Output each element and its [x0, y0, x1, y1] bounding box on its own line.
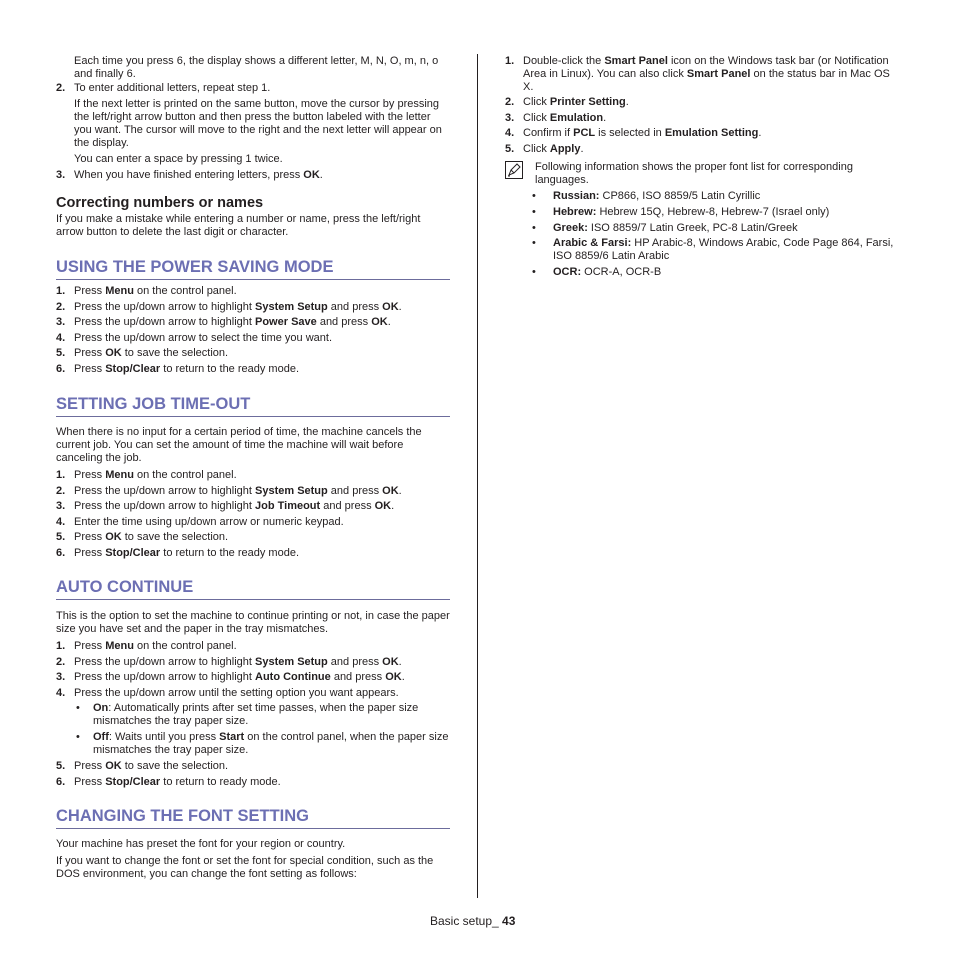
step-text: Confirm if PCL is selected in Emulation Setting. — [523, 127, 762, 139]
step-number: 5. — [56, 347, 66, 359]
step-text: Click Printer Setting. — [523, 96, 629, 108]
step-text: Double-click the Smart Panel icon on the Windows task bar (or Notification Area in Linux). You can also click Smart Panel on the status bar in Mac OS X. — [523, 55, 890, 93]
font-list-item: Arabic & Farsi: HP Arabic-8, Windows Arabic, Code Page 864, Farsi, ISO 8859/6 Latin Arabic — [553, 237, 894, 262]
step-number: 3. — [56, 169, 66, 181]
step-text: To enter additional letters, repeat step 1. — [74, 82, 271, 94]
step-number: 4. — [56, 686, 66, 699]
step-number: 1. — [505, 55, 515, 67]
step-number: 5. — [56, 531, 66, 543]
step-number: 2. — [505, 96, 515, 108]
bullet: • — [532, 237, 536, 249]
step-number: 2. — [56, 484, 66, 497]
subheading-correcting: Correcting numbers or names — [56, 195, 264, 211]
step-number: 4. — [56, 515, 66, 528]
step-1-continuation: Each time you press 6, the display shows a different letter, M, N, O, m, n, o and finally 6. — [74, 55, 439, 80]
page-footer — [430, 914, 515, 928]
font-p2: If you want to change the font or set the font for special condition, such as the DOS environment, you can change the font setting as follows: — [56, 855, 434, 880]
column-divider — [477, 54, 478, 898]
step-text: Press the up/down arrow to highlight System Setup and press OK. — [74, 484, 402, 497]
step-paragraph: You can enter a space by pressing 1 twice. — [74, 153, 283, 165]
bullet: • — [532, 266, 536, 278]
font-list-item: Greek: ISO 8859/7 Latin Greek, PC-8 Latin/Greek — [553, 222, 798, 234]
page-number: 43 — [502, 914, 516, 928]
step-text: Press Menu on the control panel. — [74, 640, 237, 652]
section-heading-power-saving: USING THE POWER SAVING MODE — [56, 257, 450, 280]
step-text: Press the up/down arrow to select the time you want. — [74, 331, 333, 344]
step-text: Press Menu on the control panel. — [74, 285, 237, 297]
step-text: Press the up/down arrow to highlight Power Save and press OK. — [74, 316, 391, 328]
step-number: 3. — [505, 111, 515, 124]
step-number: 2. — [56, 655, 66, 668]
step-text: Press the up/down arrow until the setting option you want appears. — [74, 686, 399, 699]
step-text: Press the up/down arrow to highlight Auto Continue and press OK. — [74, 671, 405, 683]
step-text: Press OK to save the selection. — [74, 760, 229, 772]
bullet: • — [76, 731, 80, 743]
option-off: Off: Waits until you press Start on the control panel, when the paper size mismatches the tray paper size. — [93, 731, 449, 756]
step-number: 4. — [56, 331, 66, 344]
font-list-item: Russian: CP866, ISO 8859/5 Latin Cyrillic — [553, 190, 761, 202]
step-number: 6. — [56, 362, 66, 375]
step-text: Press Stop/Clear to return to the ready mode. — [74, 362, 300, 375]
step-text: Press Stop/Clear to return to ready mode. — [74, 775, 281, 788]
note-pencil-icon — [505, 161, 523, 179]
section-heading-auto-continue: AUTO CONTINUE — [56, 577, 450, 600]
bullet: • — [532, 190, 536, 202]
step-text: Press the up/down arrow to highlight System Setup and press OK. — [74, 300, 402, 313]
step-text: Press OK to save the selection. — [74, 347, 229, 359]
step-text: Click Emulation. — [523, 111, 607, 124]
step-text: Click Apply. — [523, 142, 584, 155]
step-text: Enter the time using up/down arrow or numeric keypad. — [74, 515, 344, 528]
bullet: • — [76, 702, 80, 714]
bullet: • — [532, 206, 536, 218]
step-number: 3. — [56, 316, 66, 328]
note-text: Following information shows the proper font list for corresponding languages. — [535, 161, 853, 186]
step-number: 6. — [56, 775, 66, 788]
step-number: 1. — [56, 285, 66, 297]
step-number: 3. — [56, 671, 66, 683]
step-number: 1. — [56, 469, 66, 481]
step-number: 2. — [56, 300, 66, 313]
step-text: Press Menu on the control panel. — [74, 469, 237, 481]
font-list-item: OCR: OCR-A, OCR-B — [553, 266, 662, 278]
option-on: On: Automatically prints after set time passes, when the paper size mismatches the tray paper size. — [93, 702, 419, 727]
font-list-item: Hebrew: Hebrew 15Q, Hebrew-8, Hebrew-7 (Israel only) — [553, 206, 830, 218]
step-number: 3. — [56, 500, 66, 512]
step-text: When you have finished entering letters, press OK. — [74, 169, 323, 181]
footer-label: Basic setup_ — [430, 914, 503, 928]
section-heading-font-setting: CHANGING THE FONT SETTING — [56, 806, 450, 829]
step-number: 2. — [56, 82, 66, 94]
step-text: Press Stop/Clear to return to the ready mode. — [74, 546, 300, 559]
step-paragraph: If the next letter is printed on the same button, move the cursor by pressing the left/right arrow button and then press the button labeled with the letter you want. The cursor will move to the right and the next letter will appear on the display. — [74, 98, 442, 149]
section-heading-job-timeout: SETTING JOB TIME-OUT — [56, 394, 450, 417]
timeout-intro: When there is no input for a certain period of time, the machine cancels the current job. You can set the amount of time the machine will wait before canceling the job. — [56, 426, 422, 464]
step-number: 5. — [505, 142, 515, 155]
step-text: Press OK to save the selection. — [74, 531, 229, 543]
step-number: 6. — [56, 546, 66, 559]
autocontinue-intro: This is the option to set the machine to continue printing or not, in case the paper size you have set and the paper in the tray mismatches. — [56, 610, 450, 635]
step-text: Press the up/down arrow to highlight Job Timeout and press OK. — [74, 500, 395, 512]
step-number: 4. — [505, 127, 515, 139]
step-text: Press the up/down arrow to highlight System Setup and press OK. — [74, 655, 402, 668]
step-number: 1. — [56, 640, 66, 652]
correcting-body: If you make a mistake while entering a number or name, press the left/right arrow button to delete the last digit or character. — [56, 213, 421, 238]
font-p1: Your machine has preset the font for your region or country. — [56, 838, 346, 850]
step-number: 5. — [56, 760, 66, 772]
bullet: • — [532, 222, 536, 234]
